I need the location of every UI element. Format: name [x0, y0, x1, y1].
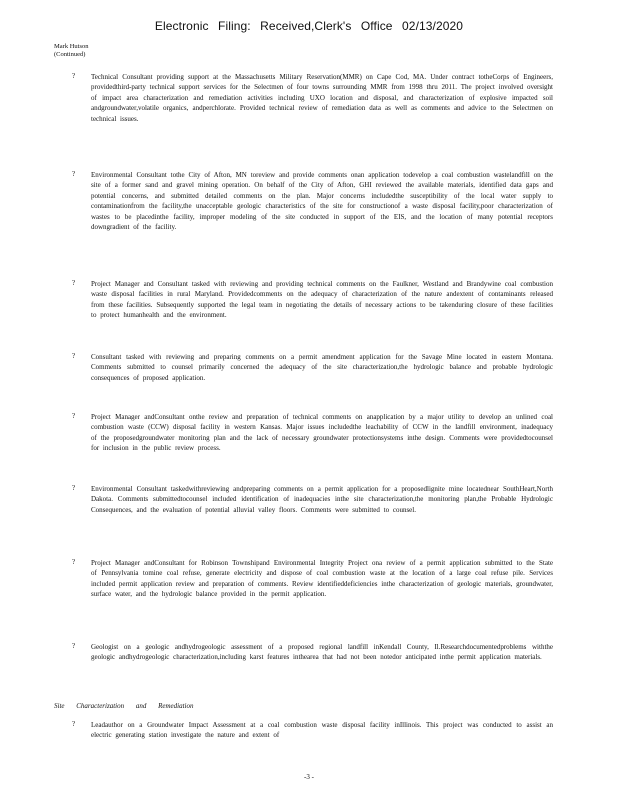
bullet-glyph: ?	[72, 412, 76, 420]
author-continued: (Continued)	[54, 51, 86, 58]
experience-text: Consultant tasked with reviewing and preparing comments on a permit amendment application for the Savage Mine located in eastern Montana. Comments submitted to counsel primarily concerned the adequacy of the site characterization,the hydrologic balance and probable hydrologic consequences of proposed application.	[91, 353, 553, 382]
bullet-glyph: ?	[72, 352, 76, 360]
experience-text: Leadauthor on a Groundwater Impact Assessment at a coal combustion waste disposal facility inIllinois. This project was conducted to assist an electric generating station investigate the nature and extent of	[91, 721, 553, 740]
experience-text: Project Manager andConsultant for Robinson Townshipand Environmental Integrity Project ona review of a permit application submitted to the State of Pennsylvania tomine coal refuse, generate electricity and dispose of coal combustion waste at the location of a large coal refuse pile. Services included permit application review and preparation of comments. Review identifieddeficiencies inthe characterization of geologic materials, groundwater, surface water, and the hydrologic balance provided in the permit application.	[91, 559, 553, 599]
experience-text: Environmental Consultant taskedwithreviewing andpreparing comments on a permit application for a proposedlignite mine locatednear SouthHeart,North Dakota. Comments submittedtocounsel included identification of inadequacies inthe site characterization,the monitoring plan,the Probable Hydrologic Consequences, and the evaluation of potential alluvial valley floors. Comments were submitted to counsel.	[91, 485, 553, 514]
author-block	[54, 43, 88, 59]
bullet-glyph: ?	[72, 484, 76, 492]
bullet-glyph: ?	[72, 720, 76, 728]
experience-text: Geologist on a geologic andhydrogeologic assessment of a proposed regional landfill inKendall County, Il.Researchdocumentedproblems withthe geologic andhydrogeologic characterization,including karst features inthearea that had not been notedor anticipated inthe permit application materials.	[91, 643, 553, 662]
bullet-glyph: ?	[72, 279, 76, 287]
bullet-glyph: ?	[72, 72, 76, 80]
page-number: -3 -	[304, 773, 314, 781]
experience-text: Project Manager andConsultant onthe review and preparation of technical comments on anapplication by a major utility to develop an unlined coal combustion waste (CCW) disposal facility in western Kansas. Major issues includedthe leachability of CCW in the landfill environment, inadequacy of the proposedgroundwater monitoring plan and the lack of necessary groundwater protectionsystems inthe design. Comments were providedtocounsel for inclusion in the public review process.	[91, 413, 553, 453]
filing-header: Electronic Filing: Received,Clerk's Office 02/13/2020	[154, 19, 464, 33]
bullet-glyph: ?	[72, 170, 76, 178]
bullet-glyph: ?	[72, 558, 76, 566]
experience-text: Project Manager and Consultant tasked with reviewing and providing technical comments on the Faulkner, Westland and Brandywine coal combustion waste disposal facilities in rural Maryland. Providedcomments on the adequacy of characterization of the nature andextent of contaminants released from these facilities. Subsequently supported the legal team in negotiating the details of necessary actions to be takenduring closure of these facilities to protect humanhealth and the environment.	[91, 280, 553, 320]
bullet-glyph: ?	[72, 642, 76, 650]
experience-text: Environmental Consultant tothe City of Afton, MN toreview and provide comments onan application todevelop a coal combustion wastelandfill on the site of a former sand and gravel mining operation. On behalf of the City of Afton, GHI reviewed the available materials, identified data gaps and potential concerns, and submitted detailed comments on the plan. Major concerns includedthe susceptibility of the local water supply to contaminationfrom the facility,the unacceptable geologic characteristics of the site for constructionof a waste disposal facility,poor characterization of wastes to be placedinthe facility, improper modeling of the site conducted in support of the EIS, and the location of many potential receptors downgradient of the facility.	[91, 171, 553, 232]
section-heading: Site Characterization and Remediation	[54, 702, 194, 710]
author-name: Mark Hutson	[54, 43, 89, 50]
experience-text: Technical Consultant providing support at the Massachusetts Military Reservation(MMR) on Cape Cod, MA. Under contract totheCorps of Engineers, providedthird-party technical support services for the Selectmen of four towns surrounding MMR from 1998 thru 2011. The project involved oversight of impact area characterization and remediation activities including UXO location and disposal, and characterization of explosive impacted soil andgroundwater,volatile organics, andperchlorate. Provided technical review of remediation data as well as comments and advice to the Selectmen on technical issues.	[91, 73, 553, 123]
